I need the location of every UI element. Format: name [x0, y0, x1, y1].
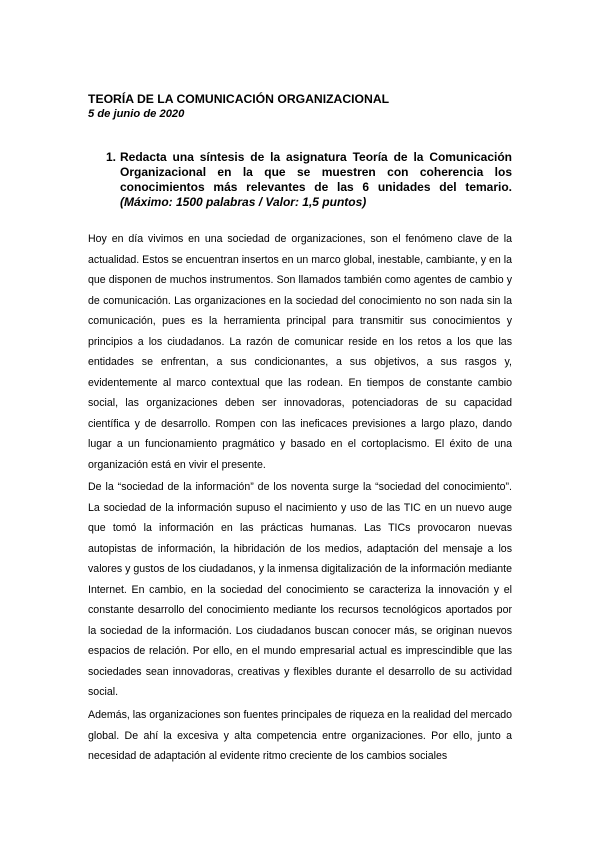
question-block [106, 150, 512, 210]
paragraph: Hoy en día vivimos en una sociedad de organizaciones, son el fenómeno clave de la actualidad. Estos se encuentran insertos en un marco global, inestable, cambiante, y en la que disponen de muchos instrumentos. Son llamados también como agentes de cambio y de comunicación. Las organizaciones en la sociedad del conocimiento no son nada sin la comunicación, pues es la herramienta principal para transmitir sus conocimientos y principios a los ciudadanos. La razón de comunicar reside en los retos a los que las entidades se enfrentan, a sus condicionantes, a sus objetivos, a sus rasgos y, evidentemente al marco contextual que las rodean. En tiempos de constante cambio social, las organizaciones deben ser innovadoras, potenciadoras de su capacidad científica y de desarrollo. Rompen con las ineficaces previsiones a largo plazo, dando lugar a un funcionamiento pragmático y basado en el cortoplacismo. El éxito de una organización está en vivir el presente. [88, 233, 513, 471]
document-date: 5 de junio de 2020 [88, 108, 185, 120]
question-text: Redacta una síntesis de la asignatura Teoría de la Comunicación Organizacional en la que se muestren con coherencia los conocimientos más relevantes de las 6 unidades del temario. [120, 150, 512, 194]
document-title: TEORÍA DE LA COMUNICACIÓN ORGANIZACIONAL [88, 92, 390, 106]
question-number: 1. [106, 150, 117, 164]
question-note: (Máximo: 1500 palabras / Valor: 1,5 puntos) [120, 195, 367, 209]
paragraph: Además, las organizaciones son fuentes principales de riqueza en la realidad del mercado global. De ahí la excesiva y alta competencia entre organizaciones. Por ello, junto a necesidad de adaptación al evidente ritmo creciente de los cambios sociales [88, 709, 513, 762]
paragraph: De la “sociedad de la información” de los noventa surge la “sociedad del conocimiento”. La sociedad de la información supuso el nacimiento y uso de las TIC en un nuevo auge que tomó la información en las prácticas humanas. Las TICs provocaron nuevas autopistas de información, la hibridación de los medios, adaptación del mensaje a los valores y gustos de los ciudadanos, y la inmensa digitalización de la información mediante Internet. En cambio, en la sociedad del conocimiento se caracteriza la innovación y el constante desarrollo del conocimiento mediante los recursos tecnológicos aportados por la sociedad de la información. Los ciudadanos buscan conocer más, se originan nuevos espacios de relación. Por ello, en el mundo empresarial actual es imprescindible que las sociedades sean innovadoras, creativas y flexibles durante el desarrollo de su actividad social. [88, 481, 512, 698]
question-body [120, 150, 512, 210]
